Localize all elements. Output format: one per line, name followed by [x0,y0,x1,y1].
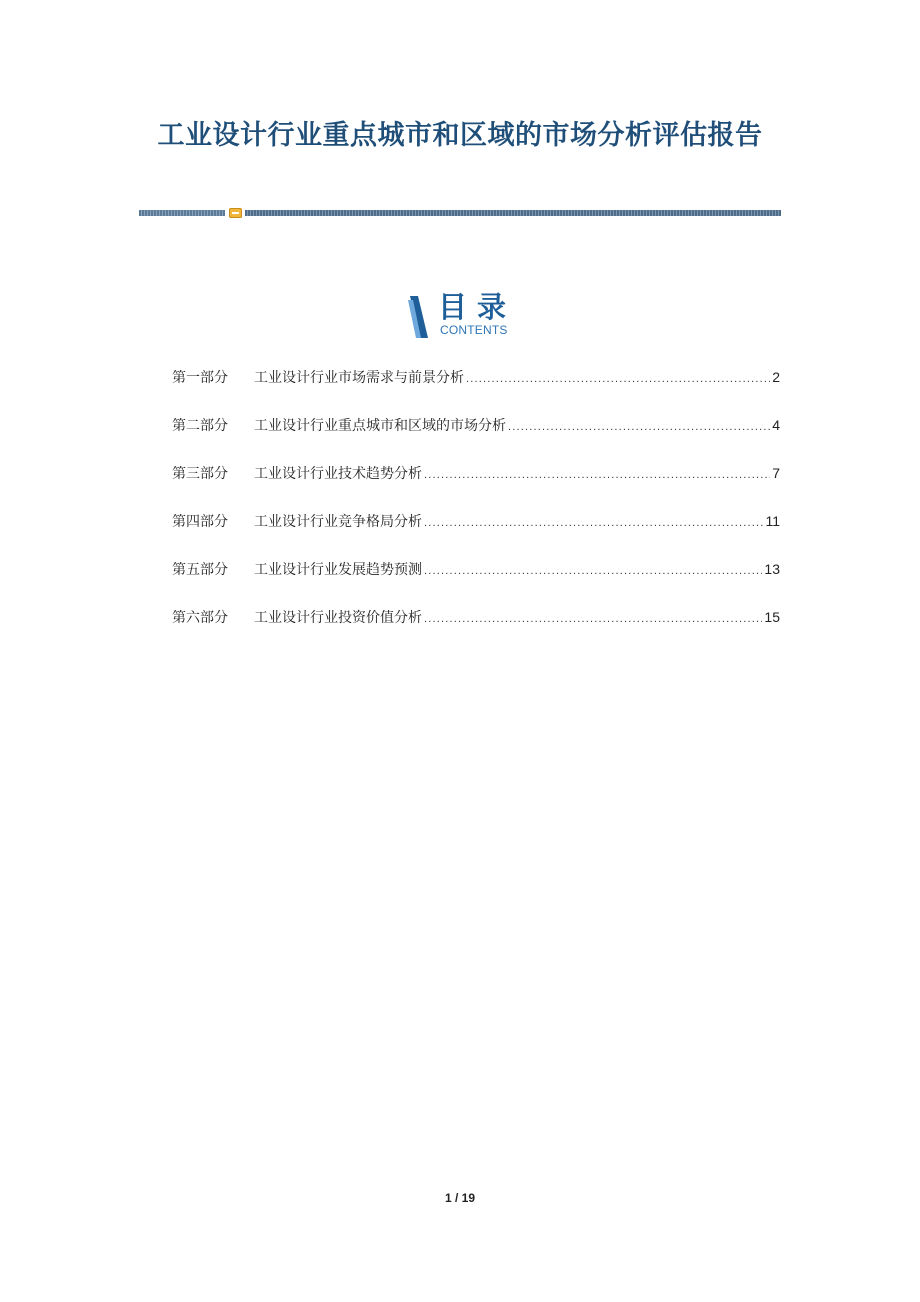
document-title: 工业设计行业重点城市和区域的市场分析评估报告 [157,120,763,151]
toc-entry-leader [424,560,762,582]
toc-entry-part: 第五部分 [172,562,228,578]
toc-entry-page: 11 [765,513,780,529]
toc-entry-part: 第三部分 [172,466,228,482]
toc-entry-leader [508,416,770,438]
toc-entry-leader [466,368,770,390]
toc-entry-page: 7 [772,465,780,481]
toc-entry-page: 13 [764,561,780,577]
toc-subheading: CONTENTS [440,323,508,337]
toc-entry-leader [424,512,763,534]
toc-entry[interactable] [172,366,780,414]
toc-list [172,366,780,654]
toc-entry-page: 2 [772,369,780,385]
toc-entry[interactable] [172,510,780,558]
toc-entry-label: 工业设计行业发展趋势预测 [254,562,422,578]
toc-entry[interactable] [172,414,780,462]
title-divider [139,208,781,218]
toc-entry[interactable] [172,558,780,606]
toc-entry-part: 第二部分 [172,418,228,434]
divider-emblem-icon [229,208,242,218]
toc-header [408,292,528,338]
page-footer: 1 / 19 [444,1191,476,1205]
toc-entry-label: 工业设计行业竞争格局分析 [254,514,422,530]
toc-entry-part: 第四部分 [172,514,228,530]
toc-entry[interactable] [172,462,780,510]
toc-bar-icon [408,296,430,338]
toc-entry-label: 工业设计行业市场需求与前景分析 [254,370,464,386]
toc-entry-label: 工业设计行业技术趋势分析 [254,466,422,482]
toc-entry-leader [424,464,770,486]
toc-entry-part: 第六部分 [172,610,228,626]
toc-entry-leader [424,608,762,630]
toc-entry-label: 工业设计行业投资价值分析 [254,610,422,626]
toc-heading: 目录 [438,290,517,324]
toc-entry[interactable] [172,606,780,654]
toc-entry-part: 第一部分 [172,370,228,386]
toc-entry-label: 工业设计行业重点城市和区域的市场分析 [254,418,506,434]
toc-entry-page: 4 [772,417,780,433]
divider-left-segment [139,210,225,216]
toc-entry-page: 15 [764,609,780,625]
divider-right-segment [245,210,781,216]
